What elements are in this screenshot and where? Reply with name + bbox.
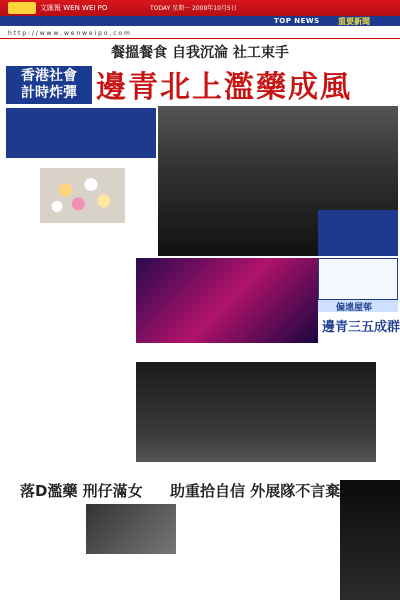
body-text-bottom2 bbox=[176, 504, 296, 604]
body-text-col1 bbox=[6, 228, 132, 358]
section-label: 重要新聞 bbox=[338, 17, 370, 26]
subhead-drugs: 落D濫藥 刑仔滿女 bbox=[20, 482, 143, 500]
subhead-gangs: 邊青三五成群 bbox=[322, 320, 400, 335]
site-name: 文匯報 WEN WEI PO bbox=[40, 4, 108, 12]
topnews-label: TOP NEWS bbox=[274, 17, 320, 25]
gang-text bbox=[318, 334, 398, 360]
kicker: 香港社會 計時炸彈 bbox=[6, 66, 92, 104]
unemployment-table bbox=[318, 258, 398, 300]
body-text-bottom1 bbox=[6, 504, 86, 604]
nightclub-photo bbox=[136, 258, 318, 343]
body-text-col2 bbox=[136, 168, 226, 256]
main-headline: 邊青北上濫藥成風 bbox=[96, 70, 352, 105]
newspaper-logo bbox=[8, 2, 36, 14]
inset-box bbox=[318, 210, 398, 256]
website-url[interactable]: h t t p : / / w w w . w e n w e i p o . c o m bbox=[8, 30, 130, 37]
subhead-remote-estate: 偏遠屋邨 bbox=[336, 303, 373, 313]
issue-date: TODAY 星期一 2009年10月5日 bbox=[150, 5, 237, 12]
lead-text bbox=[10, 112, 152, 156]
street-night-photo bbox=[340, 480, 400, 600]
body-text-bottom3 bbox=[296, 504, 336, 604]
pills-photo bbox=[40, 168, 125, 223]
caption-club bbox=[136, 346, 226, 360]
subhead-outreach: 助重拾自信 外展隊不言棄 bbox=[170, 482, 341, 500]
street-photo bbox=[136, 362, 376, 462]
drugs-photo bbox=[86, 504, 176, 554]
slogan: 餐搵餐食 自我沉淪 社工束手 bbox=[111, 45, 289, 61]
divider bbox=[0, 38, 400, 39]
